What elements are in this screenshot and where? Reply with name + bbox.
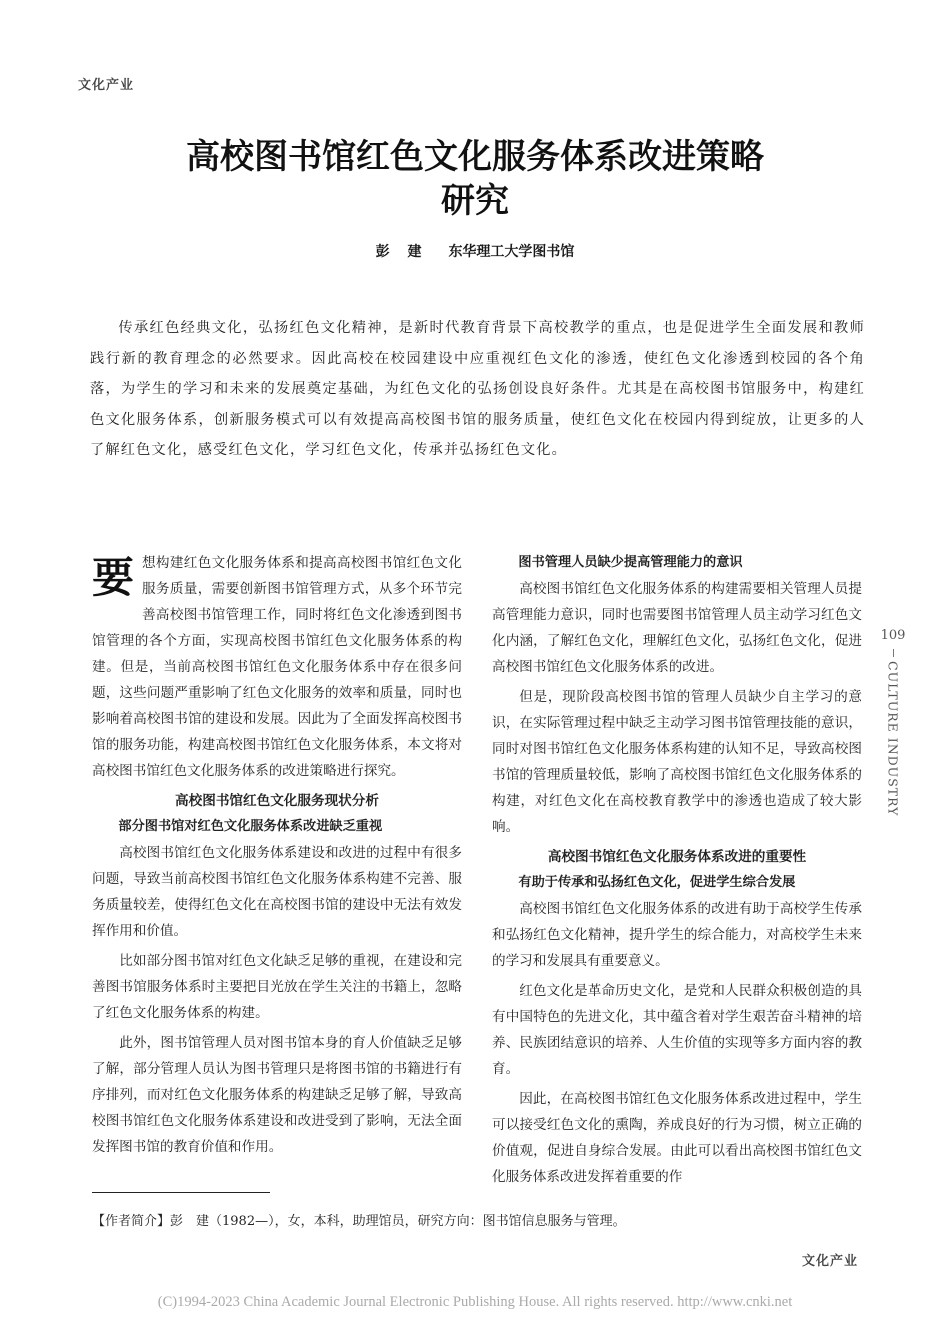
title-line-2: 研究 (441, 181, 509, 221)
paragraph: 此外，图书馆管理人员对图书馆本身的育人价值缺乏足够了解，部分管理人员认为图书管理只是将图书馆的书籍进行有序排列，而对红色文化服务体系的构建缺乏足够了解，导致高校图书馆红色文化服务体系建设和改进受到了影响，无法全面发挥图书馆的教育价值和作用。 (92, 1035, 462, 1155)
right-column (492, 550, 862, 1194)
intro-paragraph (92, 550, 462, 784)
dropcap: 要 (92, 553, 135, 602)
copyright-watermark: (C)1994-2023 China Academic Journal Electronic Publishing House. All rights reserved. http://www.cnki.net (157, 1294, 793, 1310)
paragraph: 高校图书馆红色文化服务体系的构建需要相关管理人员提高管理能力意识，同时也需要图书馆管理人员主动学习红色文化内涵，了解红色文化，理解红色文化，弘扬红色文化，促进高校图书馆红色文化服务体系的改进。 (492, 581, 862, 675)
affiliation: 东华理工大学图书馆 (448, 244, 575, 260)
article-title (60, 135, 890, 223)
paragraph: 因此，在高校图书馆红色文化服务体系改进过程中，学生可以接受红色文化的熏陶，养成良好的行为习惯，树立正确的价值观，促进自身综合发展。由此可以看出高校图书馆红色文化服务体系改进发挥着重要的作 (492, 1091, 862, 1185)
section-heading-status: 高校图书馆红色文化服务现状分析 (175, 793, 379, 809)
section-tag: 文化产业 (78, 78, 135, 93)
paragraph: 但是，现阶段高校图书馆的管理人员缺少自主学习的意识，在实际管理过程中缺乏主动学习图书馆管理技能的意识，同时对图书馆红色文化服务体系构建的认知不足，导致高校图书馆的管理质量较低，影响了高校图书馆红色文化服务体系的构建，对红色文化在高校教育教学中的渗透也造成了较大影响。 (492, 689, 862, 835)
subheading-inherit-culture: 有助于传承和弘扬红色文化，促进学生综合发展 (518, 875, 796, 890)
journal-label: CULTURE INDUSTRY (885, 661, 901, 817)
abstract: 传承红色经典文化，弘扬红色文化精神，是新时代教育背景下高校教学的重点，也是促进学生全面发展和教师践行新的教育理念的必然要求。因此高校在校园建设中应重视红色文化的渗透，使红色文化渗透到校园的各个角落，为学生的学习和未来的发展奠定基础，为红色文化的弘扬创设良好条件。尤其是在高校图书馆服务中，构建红色文化服务体系，创新服务模式可以有效提高高校图书馆的服务质量，使红色文化在校园内得到绽放，让更多的人了解红色文化，感受红色文化，学习红色文化，传承并弘扬红色文化。 (90, 320, 865, 458)
paragraph: 高校图书馆红色文化服务体系建设和改进的过程中有很多问题，导致当前高校图书馆红色文化服务体系构建不完善、服务质量较差，使得红色文化在高校图书馆的建设中无法有效发挥作用和价值。 (92, 845, 462, 939)
paragraph: 红色文化是革命历史文化，是党和人民群众积极创造的具有中国特色的先进文化，其中蕴含着对学生艰苦奋斗精神的培养、民族团结意识的培养、人生价值的实现等多方面内容的教育。 (492, 983, 862, 1077)
page-number: 109 (880, 628, 906, 643)
footnote-rule (92, 1192, 270, 1193)
author-footnote: 【作者简介】彭 建（1982—），女，本科，助理馆员，研究方向：图书馆信息服务与管理。 (92, 1214, 626, 1229)
intro-text: 想构建红色文化服务体系和提高高校图书馆红色文化服务质量，需要创新图书馆管理方式，从多个环节完善高校图书馆管理工作，同时将红色文化渗透到图书馆管理的各个方面，实现高校图书馆红色文化服务体系的构建。但是，当前高校图书馆红色文化服务体系中存在很多问题，这些问题严重影响了红色文化服务的效率和质量，同时也影响着高校图书馆的建设和发展。因此为了全面发挥高校图书馆的服务功能，构建高校图书馆红色文化服务体系，本文将对高校图书馆红色文化服务体系的改进策略进行探究。 (92, 555, 462, 779)
subheading-lack-attention: 部分图书馆对红色文化服务体系改进缺乏重视 (118, 819, 383, 834)
paragraph: 比如部分图书馆对红色文化缺乏足够的重视，在建设和完善图书馆服务体系时主要把目光放在学生关注的书籍上，忽略了红色文化服务体系的构建。 (92, 953, 462, 1021)
subheading-management-awareness: 图书管理人员缺少提高管理能力的意识 (518, 555, 743, 570)
footer-section-tag: 文化产业 (801, 1254, 858, 1269)
side-margin-label (880, 628, 906, 820)
paragraph: 高校图书馆红色文化服务体系的改进有助于高校学生传承和弘扬红色文化精神，提升学生的综合能力，对高校学生未来的学习和发展具有重要意义。 (492, 901, 862, 969)
byline (60, 241, 890, 261)
left-column (92, 550, 462, 1164)
author-name: 彭建 (375, 244, 440, 260)
section-heading-importance: 高校图书馆红色文化服务体系改进的重要性 (547, 849, 807, 865)
divider (893, 649, 894, 657)
title-line-1: 高校图书馆红色文化服务体系改进策略 (186, 137, 764, 177)
